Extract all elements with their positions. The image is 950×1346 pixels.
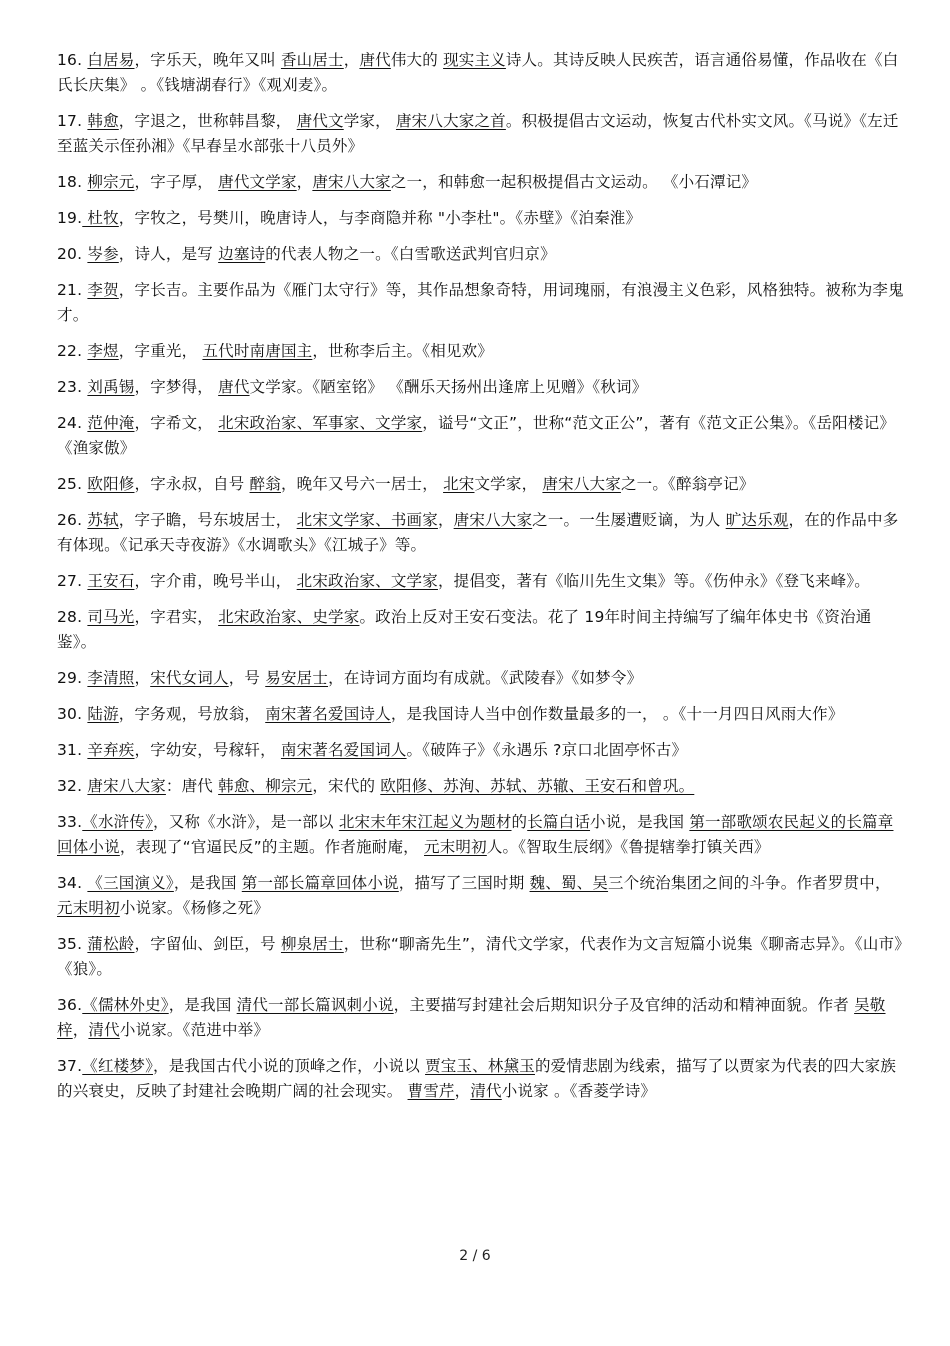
- entry-text: 之一。一生屡遭贬谪，为人: [532, 511, 726, 529]
- underlined-term: 《水浒传》: [82, 813, 154, 831]
- underlined-term: 宋代女词人: [150, 669, 229, 687]
- entry-text: 三个统治集团之间的斗争。作者罗贯中，: [608, 874, 896, 892]
- underlined-term: 南宋著名爱国诗人: [265, 705, 391, 723]
- underlined-term: 陆游: [87, 705, 119, 723]
- entry-text: ，字子厚，: [134, 173, 219, 191]
- underlined-term: 李贺: [87, 281, 119, 299]
- underlined-term: 柳泉居士: [280, 935, 344, 953]
- entry-text: ，: [437, 511, 454, 529]
- entry-37: [57, 1054, 907, 1104]
- entry-32: [57, 774, 907, 799]
- entry-text: 28.: [57, 608, 88, 626]
- underlined-term: 岑参: [87, 245, 119, 263]
- entry-18: [57, 170, 907, 195]
- underlined-term: 《红楼梦》: [82, 1057, 154, 1075]
- underlined-term: 第一部长篇章回体小说: [241, 874, 399, 892]
- underlined-term: 欧阳修: [87, 475, 135, 493]
- entry-text: 。积极提倡古文运动，恢复古代朴实文风。《马说》《左迁至蓝关示侄孙湘》《早春呈水部张十八员外》: [57, 112, 899, 155]
- entry-31: [57, 738, 907, 763]
- underlined-term: 蒲松龄: [87, 935, 135, 953]
- underlined-term: 南宋著名爱国词人: [280, 741, 407, 759]
- entry-text: ，字务观，号放翁，: [118, 705, 266, 723]
- entry-text: 的爱情悲剧为线索，描写了以贾家为代表的四大家族的兴衰史，反映了封建社会晚期广阔的社会现实。: [57, 1057, 897, 1100]
- entry-text: ，是我国诗人当中创作数量最多的一， 。《十一月四日风雨大作》: [390, 705, 844, 723]
- entry-text: 18.: [57, 173, 88, 191]
- underlined-term: 五代时南唐国主: [202, 342, 313, 360]
- underlined-term: 刘禹锡: [87, 378, 135, 396]
- underlined-term: 柳宗元: [87, 173, 135, 191]
- underlined-term: 杜牧: [82, 209, 119, 227]
- entry-text: 31.: [57, 741, 88, 759]
- underlined-term: 唐代文: [296, 112, 344, 130]
- entry-24: [57, 411, 907, 461]
- underlined-term: 唐宋八大家: [542, 475, 621, 493]
- entry-26: [57, 508, 907, 558]
- entry-text: ，字介甫，晚号半山，: [134, 572, 297, 590]
- underlined-term: 元末明初: [424, 838, 487, 856]
- underlined-term: 魏、蜀、吴: [529, 874, 609, 892]
- entry-28: [57, 605, 907, 655]
- entry-text: 。《破阵子》《永遇乐 ?京口北固亭怀古》: [406, 741, 688, 759]
- underlined-term: 现实主义: [443, 51, 506, 69]
- entry-33: [57, 810, 907, 860]
- entry-text: 37.: [57, 1057, 83, 1075]
- entry-text: ，字子瞻，号东坡居士，: [118, 511, 297, 529]
- underlined-term: 唐代文学家: [218, 173, 297, 191]
- entry-text: ，是我国: [168, 996, 237, 1014]
- underlined-term: 吴敬梓: [57, 996, 886, 1039]
- entry-35: [57, 932, 907, 982]
- page-number: 2 / 6: [459, 1248, 491, 1264]
- entry-text: ，字幼安，号稼轩，: [134, 741, 281, 759]
- entry-text: ，表现了“官逼民反”的主题。作者施耐庵，: [119, 838, 425, 856]
- entry-text: ，世称李后主。《相见欢》: [312, 342, 493, 360]
- entry-text: ，主要描写封建社会后期知识分子及官绅的活动和精神面貌。作者: [393, 996, 855, 1014]
- entry-36: [57, 993, 907, 1043]
- underlined-term: 李清照: [87, 669, 135, 687]
- entry-text: ，谥号“文正”，世称“范文正公”，著有《范文正公集》。《岳阳楼记》 《渔家傲》: [57, 414, 901, 457]
- entry-text: 34.: [57, 874, 88, 892]
- entry-text: 。政治上反对王安石变法。花了 19年时间主持编写了编年体史书《资治通鉴》。: [57, 608, 872, 651]
- underlined-term: 唐代: [359, 51, 391, 69]
- entry-text: 35.: [57, 935, 88, 953]
- underlined-term: 苏轼: [87, 511, 119, 529]
- underlined-term: 唐代: [218, 378, 250, 396]
- entry-text: ，又称《水浒》，是一部以: [153, 813, 339, 831]
- entry-text: 之一，和韩愈一起积极提倡古文运动。 《小石潭记》: [390, 173, 758, 191]
- underlined-term: 醉翁: [249, 475, 281, 493]
- entry-text: ，字牧之，号樊川，晚唐诗人，与李商隐并称 "小李杜"。《赤壁》《泊秦淮》: [118, 209, 642, 227]
- entry-16: [57, 48, 907, 98]
- entry-text: 22.: [57, 342, 88, 360]
- entry-17: [57, 109, 907, 159]
- entry-text: ，在的作品中多有体现。《记承天寺夜游》《水调歌头》《江城子》等。: [57, 511, 899, 554]
- underlined-term: 清代一部长篇讽刺小说: [236, 996, 394, 1014]
- underlined-term: 《儒林外史》: [82, 996, 169, 1014]
- entry-text: ：唐代: [165, 777, 219, 795]
- entry-text: 之一。《醉翁亭记》: [620, 475, 755, 493]
- entry-text: 25.: [57, 475, 88, 493]
- entry-text: 小说家。《范进中举》: [119, 1021, 270, 1039]
- underlined-term: 北宋政治家、军事家、文学家: [218, 414, 423, 432]
- underlined-term: 第一部歌颂农民起义的长篇章回体小说: [57, 813, 894, 856]
- entry-text: ，诗人，是写: [118, 245, 219, 263]
- underlined-term: 北宋末年宋江起义为题材: [338, 813, 512, 831]
- entry-text: ，: [296, 173, 313, 191]
- underlined-term: 北宋政治家、史学家: [218, 608, 360, 626]
- entry-text: 33.: [57, 813, 83, 831]
- entry-text: 诗人。其诗反映人民疾苦，语言通俗易懂，作品收在《白氏长庆集》 。《钱塘湖春行》《观刈麦》。: [57, 51, 899, 94]
- underlined-term: 范仲淹: [87, 414, 135, 432]
- underlined-term: 李煜: [87, 342, 119, 360]
- underlined-term: 唐宋八大家: [453, 511, 533, 529]
- entry-21: [57, 278, 907, 328]
- entry-22: [57, 339, 907, 364]
- entry-text: ，字君实，: [134, 608, 219, 626]
- underlined-term: 白居易: [87, 51, 135, 69]
- entry-text: 小说，是我国: [590, 813, 690, 831]
- entry-text: 小说家。《杨修之死》: [119, 899, 270, 917]
- entry-text: ，字乐天，晚年又叫: [134, 51, 281, 69]
- underlined-term: 北宋文学家、书画家: [296, 511, 438, 529]
- underlined-term: 北宋: [443, 475, 475, 493]
- underlined-term: 辛弃疾: [87, 741, 135, 759]
- entry-text: ，: [72, 1021, 89, 1039]
- entry-text: 23.: [57, 378, 88, 396]
- entry-text: 29.: [57, 669, 88, 687]
- entry-34: [57, 871, 907, 921]
- entry-text: ，字永叔，自号: [134, 475, 250, 493]
- entry-text: 人。《智取生辰纲》《鲁提辖拳打镇关西》: [486, 838, 770, 856]
- entry-text: ，: [454, 1082, 471, 1100]
- entry-text: 36.: [57, 996, 83, 1014]
- entry-29: [57, 666, 907, 691]
- entry-text: 26.: [57, 511, 88, 529]
- entry-text: 伟大的: [390, 51, 444, 69]
- underlined-term: 《三国演义》: [87, 874, 174, 892]
- entry-text: ，宋代的: [312, 777, 381, 795]
- underlined-term: 易安居士: [265, 669, 329, 687]
- entry-text: ，是我国古代小说的顶峰之作，小说以: [153, 1057, 426, 1075]
- entry-text: 19.: [57, 209, 83, 227]
- entry-text: ，字重光，: [118, 342, 203, 360]
- entry-text: 24.: [57, 414, 88, 432]
- entry-text: 17.: [57, 112, 88, 130]
- underlined-term: 清代: [88, 1021, 120, 1039]
- entry-text: 32.: [57, 777, 88, 795]
- entry-text: 27.: [57, 572, 88, 590]
- entry-text: ，在诗词方面均有成就。《武陵春》《如梦令》: [328, 669, 643, 687]
- entry-text: 的代表人物之一。《白雪歌送武判官归京》: [265, 245, 556, 263]
- entry-text: ，: [343, 51, 360, 69]
- underlined-term: 香山居士: [280, 51, 344, 69]
- underlined-term: 清代: [470, 1082, 502, 1100]
- entry-30: [57, 702, 907, 727]
- document-body: [57, 48, 907, 1115]
- underlined-term: 唐宋八大家之首: [395, 112, 506, 130]
- entry-19: [57, 206, 907, 231]
- entry-text: ，是我国: [173, 874, 242, 892]
- entry-text: 小说家 。《香菱学诗》: [501, 1082, 657, 1100]
- entry-text: ，字长吉。主要作品为《雁门太守行》等，其作品想象奇特，用词瑰丽，有浪漫主义色彩，风格独特。被称为李鬼才。: [57, 281, 904, 324]
- entry-text: 20.: [57, 245, 88, 263]
- entry-text: ，字留仙、剑臣，号: [134, 935, 281, 953]
- underlined-term: 曹雪芹: [407, 1082, 455, 1100]
- underlined-term: 唐宋八大家: [87, 777, 166, 795]
- entry-text: ，: [134, 669, 151, 687]
- underlined-term: 欧阳修、苏洵、苏轼、苏辙、王安石和曾巩。: [380, 777, 695, 795]
- underlined-term: 贾宝玉、林黛玉: [425, 1057, 535, 1075]
- underlined-term: 元末明初: [57, 899, 120, 917]
- underlined-term: 司马光: [87, 608, 135, 626]
- entry-text: 21.: [57, 281, 88, 299]
- entry-text: ，字希文，: [134, 414, 219, 432]
- entry-text: ，提倡变，著有《临川先生文集》等。《伤仲永》《登飞来峰》。: [437, 572, 871, 590]
- underlined-term: 旷达乐观: [725, 511, 789, 529]
- underlined-term: 韩愈、柳宗元: [218, 777, 313, 795]
- entry-text: 学家，: [343, 112, 396, 130]
- entry-text: 文学家。《陋室铭》 《酬乐天扬州出逢席上见赠》《秋词》: [249, 378, 648, 396]
- underlined-term: 王安石: [87, 572, 135, 590]
- underlined-term: 长篇白话: [527, 813, 591, 831]
- underlined-term: 北宋政治家、文学家: [296, 572, 438, 590]
- entry-text: ，晚年又号六一居士，: [280, 475, 444, 493]
- entry-text: ，世称“聊斋先生”，清代文学家，代表作为文言短篇小说集《聊斋志异》。《山市》《狼》。: [57, 935, 903, 978]
- entry-text: 30.: [57, 705, 88, 723]
- entry-27: [57, 569, 907, 594]
- entry-text: ，字退之，世称韩昌黎，: [118, 112, 297, 130]
- entry-23: [57, 375, 907, 400]
- entry-text: ，描写了三国时期: [398, 874, 530, 892]
- entry-text: 的: [511, 813, 528, 831]
- entry-text: ，号: [228, 669, 266, 687]
- entry-25: [57, 472, 907, 497]
- entry-text: ，字梦得，: [134, 378, 219, 396]
- underlined-term: 边塞诗: [218, 245, 266, 263]
- entry-text: 文学家，: [474, 475, 543, 493]
- entry-text: 16.: [57, 51, 88, 69]
- underlined-term: 唐宋八大家: [312, 173, 391, 191]
- underlined-term: 韩愈: [87, 112, 119, 130]
- entry-20: [57, 242, 907, 267]
